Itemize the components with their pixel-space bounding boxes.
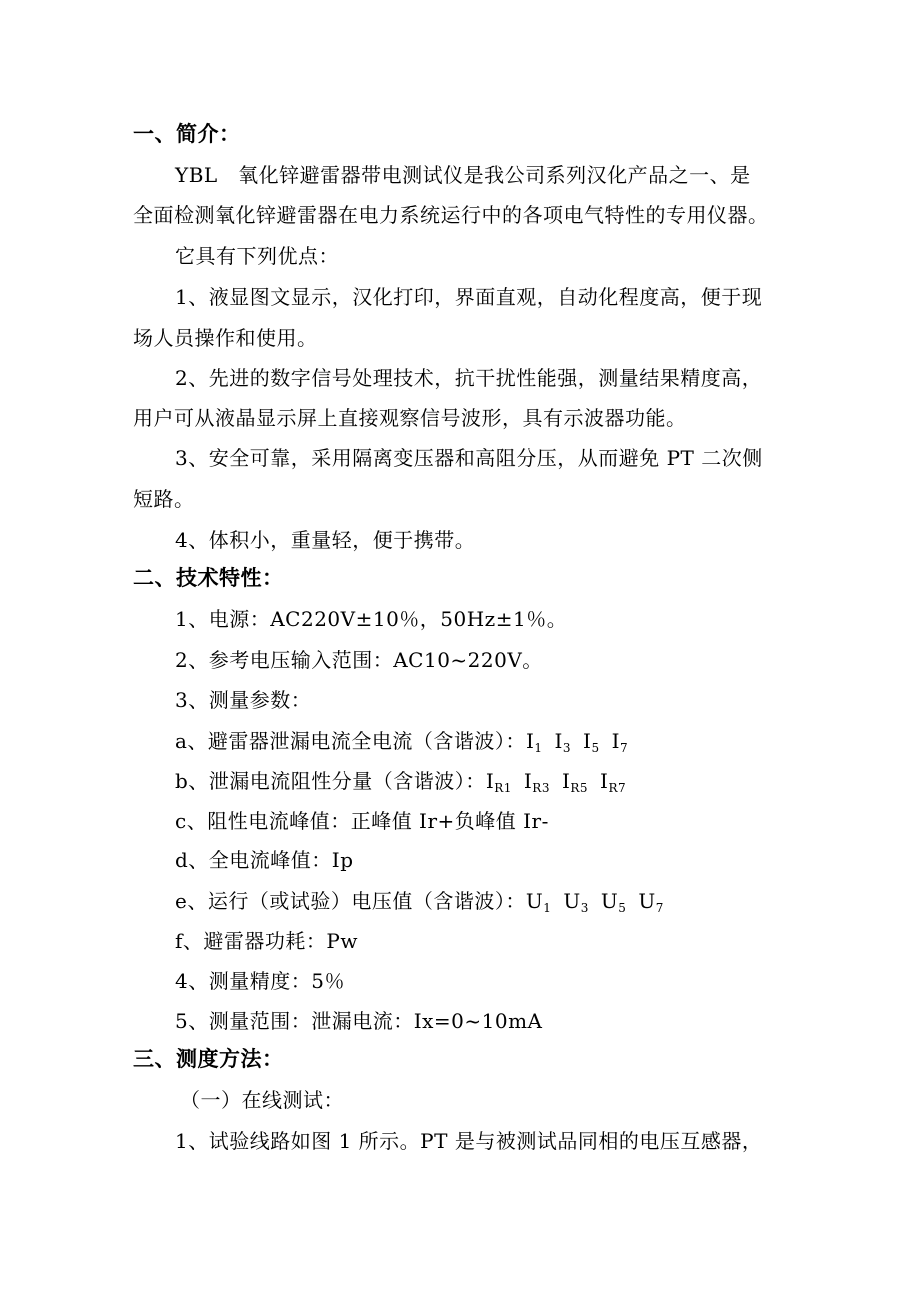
subscripted-symbol [562, 769, 588, 793]
advantage-3-line-2: 短路。 [133, 487, 195, 511]
subscripted-symbol [601, 889, 627, 913]
subscripted-symbol [554, 729, 571, 753]
subscripted-symbol [612, 729, 629, 753]
symbol-subscript: 5 [618, 901, 627, 915]
advantage-4: 4、体积小，重量轻，便于携带。 [175, 528, 476, 552]
subscripted-symbol [563, 889, 589, 913]
advantage-2-line-2: 用户可从液晶显示屏上直接观察信号波形，具有示波器功能。 [133, 406, 687, 430]
symbol-subscript: 1 [534, 741, 543, 755]
symbol-base: I [611, 729, 620, 753]
symbol-base: U [638, 889, 656, 913]
advantage-1-line-2: 场人员操作和使用。 [133, 326, 318, 350]
symbol-subscript: 7 [619, 741, 629, 755]
symbol-base: I [554, 729, 563, 753]
subscripted-symbol [524, 769, 550, 793]
symbol-subscript: R7 [608, 781, 627, 795]
symbol-subscript: 7 [655, 901, 664, 915]
symbol-base: U [563, 889, 581, 913]
subscripted-symbol [583, 729, 600, 753]
param-b-resistive-current [175, 769, 626, 793]
spec-range: 5、测量范围：泄漏电流：Ix=0~10mA [175, 1009, 543, 1033]
symbol-subscript: 3 [562, 741, 572, 755]
symbol-subscript: 5 [591, 741, 600, 755]
spec-power: 1、电源：AC220V±10％，50Hz±1％。 [175, 607, 568, 631]
param-a-total-current [175, 729, 628, 753]
symbol-subscript: R5 [570, 781, 589, 795]
intro-paragraph-line-1: YBL 氧化锌避雷器带电测试仪是我公司系列汉化产品之一、是 [175, 163, 751, 187]
section-heading-specs: 二、技术特性： [133, 566, 284, 590]
symbol-base: I [523, 769, 533, 793]
advantage-2-line-1: 2、先进的数字信号处理技术，抗干扰性能强，测量结果精度高， [175, 366, 763, 390]
symbol-subscript: R3 [532, 781, 550, 795]
section-heading-method: 三、测度方法： [133, 1047, 284, 1071]
symbol-base: I [561, 769, 571, 793]
spec-accuracy: 4、测量精度：5％ [175, 969, 345, 993]
param-c-resistive-peak: c、阻性电流峰值：正峰值 Ir+负峰值 Ir- [175, 809, 549, 833]
param-a-values [526, 729, 628, 753]
symbol-base: I [600, 769, 609, 793]
spec-measured-parameters: 3、测量参数： [175, 688, 312, 712]
subscripted-symbol [600, 769, 626, 793]
method-online-test: （一）在线测试： [180, 1088, 344, 1112]
advantage-1-line-1: 1、液显图文显示，汉化打印，界面直观，自动化程度高，便于现 [175, 285, 763, 309]
symbol-base: U [525, 889, 544, 913]
param-b-label: b、泄漏电流阻性分量（含谐波）： [175, 769, 486, 793]
symbol-base: U [600, 889, 619, 913]
symbol-subscript: 3 [580, 901, 589, 915]
param-b-values [486, 769, 626, 793]
param-f-power-loss: f、避雷器功耗：Pw [175, 929, 358, 953]
symbol-base: I [525, 729, 535, 753]
symbol-base: I [583, 729, 592, 753]
param-d-total-peak: d、全电流峰值：Ip [175, 848, 354, 872]
section-heading-intro: 一、简介： [133, 122, 241, 146]
symbol-base: I [485, 769, 495, 793]
param-e-values [526, 889, 664, 913]
method-step-1: 1、试验线路如图 1 所示。PT 是与被测试品同相的电压互感器， [175, 1129, 763, 1153]
symbol-subscript: R1 [494, 781, 512, 795]
subscripted-symbol [526, 889, 552, 913]
param-e-label: e、运行（或试验）电压值（含谐波）： [175, 889, 526, 913]
subscripted-symbol [526, 729, 543, 753]
subscripted-symbol [638, 889, 664, 913]
spec-reference-voltage: 2、参考电压输入范围：AC10~220V。 [175, 648, 543, 672]
advantage-3-line-1: 3、安全可靠，采用隔离变压器和高阻分压，从而避免 PT 二次侧 [175, 446, 763, 470]
symbol-subscript: 1 [543, 901, 552, 915]
advantages-intro: 它具有下列优点： [175, 244, 339, 268]
subscripted-symbol [486, 769, 512, 793]
param-e-voltage [175, 889, 664, 913]
param-a-label: a、避雷器泄漏电流全电流（含谐波）： [175, 729, 526, 753]
intro-paragraph-line-2: 全面检测氧化锌避雷器在电力系统运行中的各项电气特性的专用仪器。 [133, 203, 769, 227]
